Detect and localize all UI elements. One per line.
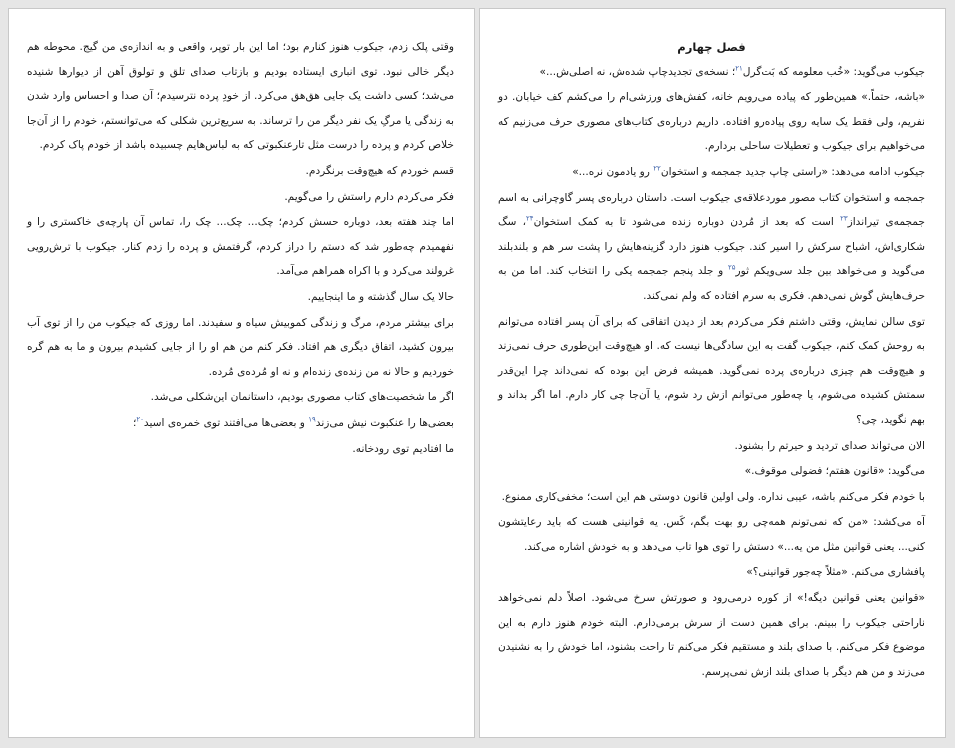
footnote-ref[interactable]: ۲۲ bbox=[653, 164, 661, 173]
footnote-ref[interactable]: ۲۳ bbox=[840, 214, 848, 223]
text-fragment: جیکوب می‌گوید: «خُب معلومه که بَت‌گرل bbox=[742, 65, 925, 78]
paragraph: با خودم فکر می‌کنم باشه، عیبی نداره. ولی اولین قانون دوستی هم این است؛ مخفی‌کاری ممنوع. bbox=[501, 490, 925, 503]
chapter-title: فصل چهارم bbox=[677, 40, 746, 54]
text-fragment: بعضی‌ها را عنکبوت نیش می‌زند bbox=[315, 416, 454, 429]
paragraph-with-footnotes bbox=[498, 60, 925, 85]
paragraph: وقتی پلک زدم، جیکوب هنوز کنارم بود؛ اما این بار توپر، واقعی و به اندازه‌ی من گیج. محوطه هم دیگر خالی نبود. توی انباری ایستاده بودیم و بازتاب صدای تلق و تولوق آهن از دیوارها شنیده می‌شد؛ کسی داشت یک جایی هق‌هق می‌کرد. از خودِ پرده نترسیدم؛ آن صدا و احساس وارد شدن به زندگی یا مرگِ یک نفر دیگر من را ترساند. به سریع‌ترین شکلی که می‌توانستم، خودم را از آن‌جا خلاص کردم و پرده را درست مثل تارعنکبوتی که به لباس‌هایم چسبیده باشد از خودم پاک کردم. bbox=[27, 41, 454, 152]
paragraph: آه می‌کشد: «من که نمی‌تونم همه‌چی رو بهت بگم، کَس. یه قوانینی هست که باید رعایتشون کنی... یعنی قوانین مثل من یه...» دستش را توی هوا تاب می‌دهد و به خودش اشاره می‌کند. bbox=[498, 516, 925, 553]
footnote-ref[interactable]: ۲۱ bbox=[735, 64, 743, 73]
paragraph: پافشاری می‌کنم. «مثلاً چه‌جور قوانینی؟» bbox=[746, 566, 925, 579]
paragraph: برای بیشتر مردم، مرگ و زندگی کموبیش سیاه و سفیدند. اما روزی که جیکوب من را از توی آب بیرون کشید، اتفاق دیگری هم افتاد. فکر کنم من هم او را از جایی کشیدم بیرون و ما به هم گره خوردیم و حالا نه من زنده‌ی زنده‌ام و نه او مُرده‌ی مُرده. bbox=[27, 316, 454, 378]
paragraph: فکر می‌کردم دارم راستش را می‌گویم. bbox=[284, 190, 454, 203]
paragraph: اگر ما شخصیت‌های کتاب مصوری بودیم، داستانمان این‌شکلی می‌شد. bbox=[150, 391, 454, 404]
paragraph: «باشه، حتماً.» همین‌طور که پیاده می‌رویم خانه، کفش‌های ورزشی‌ام را می‌کشم کف خیابان. دو نفریم، ولی فقط یک سایه روی پیاده‌رو افتاده. داریم درباره‌ی کتاب‌های مصوری حرف می‌زنیم که می‌خواهیم برای جیکوب و تعطیلات ساحلی بردارم. bbox=[498, 91, 925, 153]
text-fragment: و جلد پنجم جمجمه یکی را انتخاب کند. اما من به حرف‌هایش گوش نمی‌دهم. فکری به سرم افتاده که ولم نمی‌کند. bbox=[498, 265, 925, 302]
text-fragment: ؛ bbox=[133, 416, 137, 429]
left-page-text bbox=[27, 35, 454, 462]
paragraph-with-footnotes bbox=[498, 160, 925, 185]
paragraph: ما افتادیم توی رودخانه. bbox=[352, 442, 454, 455]
footnote-ref[interactable]: ۲۰ bbox=[136, 415, 144, 424]
text-fragment: رو یادمون نره...» bbox=[572, 165, 654, 178]
text-fragment: ، سگ شکاری‌اش، اشباح سرکش را اسیر کند. جیکوب هنوز دارد گزینه‌هایش را پشت سر هم و بلندبلند می‌گوید و می‌خواهد بین جلد سی‌ویکم ثور bbox=[498, 216, 925, 278]
paragraph-with-footnotes bbox=[498, 186, 925, 309]
text-fragment: ؛ نسخه‌ی تجدیدچاپ شده‌ش، نه اصلی‌ش...» bbox=[539, 65, 736, 78]
footnote-ref[interactable]: ۲۵ bbox=[727, 263, 736, 272]
paragraph: قسم خوردم که هیچ‌وقت برنگردم. bbox=[305, 164, 454, 177]
right-page-text bbox=[498, 35, 925, 685]
left-page bbox=[8, 8, 475, 738]
text-fragment: است که بعد از مُردن دوباره زنده می‌شود تا به کمک استخوان bbox=[533, 216, 841, 229]
paragraph: حالا یک سال گذشته و ما اینجاییم. bbox=[307, 290, 454, 303]
text-fragment: و بعضی‌ها می‌افتند توی خمره‌ی اسید bbox=[143, 416, 309, 429]
paragraph: «قوانین یعنی قوانین دیگه!» از کوره درمی‌رود و صورتش سرخ می‌شود. اصلاً دلم نمی‌خواهد ناراحتی جیکوب را ببینم. برای همین دست از سرش برمی‌دارم. البته خودم هنوز دارم به این موضوع فکر می‌کنم. با صدای بلند و مستقیم فکر می‌کنم تا راحت بشنود، اما خودش را به نشنیدن می‌زند و من هم دیگر با صدای بلند ازش نمی‌پرسم. bbox=[498, 592, 925, 678]
paragraph: اما چند هفته بعد، دوباره حسش کردم؛ چک... چک... چک را، تماس آن پارچه‌ی خاکستری را و نفهمیدم چه‌طور شد که دستم را دراز کردم، گرفتمش و پرده را زدم کنار. جیکوب با ترش‌رویی غرولند می‌کرد و با اکراه همراهم می‌آمد. bbox=[27, 216, 454, 278]
footnote-ref[interactable]: ۱۹ bbox=[308, 415, 316, 424]
paragraph: الان می‌تواند صدای تردید و حیرتم را بشنود. bbox=[734, 439, 925, 452]
paragraph: توی سالن نمایش، وقتی داشتم فکر می‌کردم بعد از دیدن اتفاقی که برای آن پسر افتاده می‌توانم به روحش کمک کنم، جیکوب گفت به این سادگی‌ها نیست که. او هیچ‌وقت این‌طوری حرف نمی‌زند و هیچ‌وقت هم چیزی درباره‌ی پرده نمی‌گوید. همیشه فرض این بوده که نمی‌داند چرا این‌قدر سمتش کشیده می‌شوم، یا چه‌طور می‌توانم ازش رد شوم، یا آن‌جا چی کار دارم. اما اگر بداند و بهم نگوید، چی؟ bbox=[498, 315, 925, 426]
footnote-ref[interactable]: ۲۴ bbox=[526, 214, 534, 223]
paragraph: می‌گوید: «قانون هفتم؛ فضولی موقوف.» bbox=[744, 465, 925, 478]
text-fragment: جمجمه و استخوان کتاب مصور موردعلاقه‌ی جیکوب است. داستان درباره‌ی پسر گاوچرانی به اسم جمجمه‌ی تیرانداز bbox=[498, 191, 925, 229]
paragraph-with-footnotes bbox=[27, 411, 454, 436]
text-fragment: جیکوب ادامه می‌دهد: «راستی چاپ جدید جمجمه و استخوان bbox=[660, 165, 925, 178]
right-page bbox=[479, 8, 946, 738]
